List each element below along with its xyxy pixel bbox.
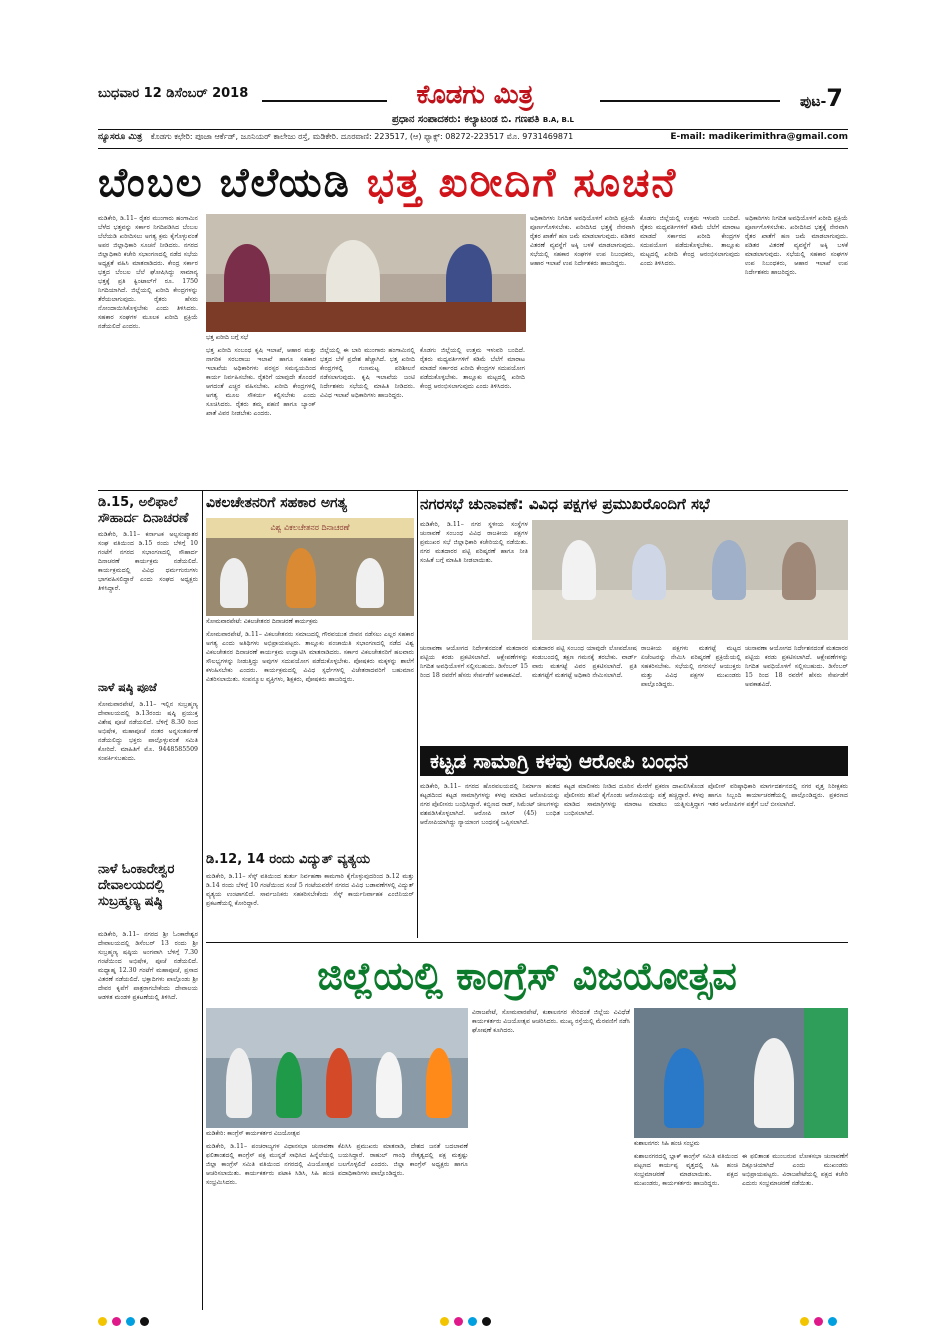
disabled-event-photo [206,518,414,616]
disabled-photo-caption: ಸೋಮವಾರಪೇಟೆ: ವಿಕಲಚೇತನರ ದಿನಾಚರಣೆ ಕಾರ್ಯಕ್ರಮ [206,618,318,625]
masthead-rule-left [262,100,387,102]
congress-rally-photo [206,1008,468,1128]
contact-email: E-mail: madikerimithra@gmail.com [670,132,848,142]
editor-degree: B.A, B.L [542,116,574,124]
council-story-lead: ಮಡಿಕೇರಿ, ಡಿ.11– ನಗರ ಸ್ಥಳೀಯ ಸಂಸ್ಥೆಗಳ ಚುನಾವಣೆ ಸಂಬಂಧ ವಿವಿಧ ರಾಜಕೀಯ ಪಕ್ಷಗಳ ಪ್ರಮುಖರ ಸಭೆ ಜಿಲ್ಲಾಧಿಕಾರಿ ಕಚೇರಿಯಲ್ಲಿ ನಡೆಯಿತು. ನಗರ ಮತದಾರರ ಪಟ್ಟಿ ಪರಿಷ್ಕರಣೆ ಹಾಗೂ ನೀತಿ ಸಂಹಿತೆ ಬಗ್ಗೆ ಮಾಹಿತಿ ನೀಡಲಾಯಿತು. [420,521,528,564]
top-story-col6: ಕೊಡಗು ಜಿಲ್ಲೆಯಲ್ಲಿ ಉತ್ತಮ ಇಳುವರಿ ಬಂದಿದೆ. ರೈತರು ಮಧ್ಯವರ್ತಿಗಳಿಗೆ ಕಡಿಮೆ ಬೆಲೆಗೆ ಮಾರಾಟ ಮಾಡದೆ ಸರ್ಕಾರದ ಖರೀದಿ ಕೇಂದ್ರಗಳ ಸದುಪಯೋಗ ಪಡೆದುಕೊಳ್ಳಬೇಕು. ತಾಲ್ಲೂಕು ಮಟ್ಟದಲ್ಲಿ ಖರೀದಿ ಕೇಂದ್ರ ಆರಂಭಿಸಲಾಗುವುದು ಎಂದು ತಿಳಿಸಿದರು. [640,215,740,267]
council-story-body3: ರಾಜಕೀಯ ಪಕ್ಷಗಳು ಮತಗಟ್ಟೆ ಮಟ್ಟದ ಏಜೆಂಟರನ್ನು ನೇಮಿಸಿ ಪರಿಷ್ಕರಣೆ ಪ್ರಕ್ರಿಯೆಯಲ್ಲಿ ಸಹಕರಿಸಬೇಕು. ಸಭೆಯಲ್ಲಿ ನಗರಸಭೆ ಆಯುಕ್ತರು ಮತ್ತು ವಿವಿಧ ಪಕ್ಷಗಳ ಮುಖಂಡರು ಪಾಲ್ಗೊಂಡಿದ್ದರು. [641,645,741,688]
congress-story-body5: ಈ ಫಲಿತಾಂಶ ಮುಂಬರುವ ಲೋಕಸಭಾ ಚುನಾವಣೆಗೆ ದಿಕ್ಸೂಚಿಯಾಗಿದೆ ಎಂದು ಮುಖಂಡರು ಅಭಿಪ್ರಾಯಪಟ್ಟರು. ವಿರಾಜಪೇಟೆಯಲ್ಲಿ ಪಕ್ಷದ ಕಚೇರಿ ಎದುರು ಸಂಭ್ರಮಾಚರಣೆ ನಡೆಯಿತು. [742,1153,848,1187]
story2-head: ನಾಳೆ ಷಷ್ಠಿ ಪೂಜೆ [98,681,157,694]
congress-story-body4: ಕುಶಾಲನಗರದಲ್ಲಿ ಬ್ಲಾಕ್ ಕಾಂಗ್ರೆಸ್ ಸಮಿತಿ ವತಿಯಿಂದ ಪಟ್ಟಣದ ಕಾರ್ಯಪ್ಪ ವೃತ್ತದಲ್ಲಿ ಸಿಹಿ ಹಂಚಿ ಸಂಭ್ರಮಾಚರಣೆ ಮಾಡಲಾಯಿತು. ಪಕ್ಷದ ಮುಖಂಡರು, ಕಾರ್ಯಕರ್ತರು ಹಾಜರಿದ್ದರು. [634,1153,738,1187]
event-banner: ವಿಶ್ವ ವಿಕಲಚೇತನರ ದಿನಾಚರಣೆ [206,518,414,538]
top-story-col4: ಕೊಡಗು ಜಿಲ್ಲೆಯಲ್ಲಿ ಉತ್ತಮ ಇಳುವರಿ ಬಂದಿದೆ. ರೈತರು ಮಧ್ಯವರ್ತಿಗಳಿಗೆ ಕಡಿಮೆ ಬೆಲೆಗೆ ಮಾರಾಟ ಮಾಡದೆ ಸರ್ಕಾರದ ಖರೀದಿ ಕೇಂದ್ರಗಳ ಸದುಪಯೋಗ ಪಡೆದುಕೊಳ್ಳಬೇಕು. ತಾಲ್ಲೂಕು ಮಟ್ಟದಲ್ಲಿ ಖರೀದಿ ಕೇಂದ್ರ ಆರಂಭಿಸಲಾಗುವುದು ಎಂದು ತಿಳಿಸಿದರು. [420,347,525,390]
rule [98,148,848,149]
council-story-head: ನಗರಸಭೆ ಚುನಾವಣೆ: ವಿವಿಧ ಪಕ್ಷಗಳ ಪ್ರಮುಖರೊಂದಿಗೆ ಸಭೆ [420,495,710,513]
disabled-story-body: ಸೋಮವಾರಪೇಟೆ, ಡಿ.11– ವಿಕಲಚೇತನರು ಸಮಾಜದಲ್ಲಿ ಗೌರವಯುತ ಜೀವನ ನಡೆಸಲು ಎಲ್ಲರ ಸಹಕಾರ ಅಗತ್ಯ ಎಂದು ಅತಿಥಿಗಳು ಅಭಿಪ್ರಾಯಪಟ್ಟರು. ತಾಲ್ಲೂಕು ಪಂಚಾಯಿತಿ ಸಭಾಂಗಣದಲ್ಲಿ ನಡೆದ ವಿಶ್ವ ವಿಕಲಚೇತನರ ದಿನಾಚರಣೆ ಕಾರ್ಯಕ್ರಮ ಉದ್ಘಾಟಿಸಿ ಮಾತನಾಡಿದರು. ಸರ್ಕಾರ ವಿಕಲಚೇತನರಿಗೆ ಹಲವಾರು ಸೌಲಭ್ಯಗಳನ್ನು ನೀಡುತ್ತಿದ್ದು ಅವುಗಳ ಸದುಪಯೋಗ ಪಡೆದುಕೊಳ್ಳಬೇಕು. ಪೋಷಕರು ಮಕ್ಕಳನ್ನು ಶಾಲೆಗೆ ಕಳುಹಿಸಬೇಕು ಎಂದರು. ಕಾರ್ಯಕ್ರಮದಲ್ಲಿ ವಿವಿಧ ಸ್ಪರ್ಧೆಗಳಲ್ಲಿ ವಿಜೇತರಾದವರಿಗೆ ಬಹುಮಾನ ವಿತರಿಸಲಾಯಿತು. ಸಂಪನ್ಮೂಲ ವ್ಯಕ್ತಿಗಳು, ಶಿಕ್ಷಕರು, ಪೋಷಕರು ಹಾಜರಿದ್ದರು. [206,631,414,683]
story1-head: ಡಿ.15, ಅಲಿಫಾಲೆ ಸೌಹಾರ್ದ ದಿನಾಚರಣೆ [98,495,189,526]
story3-body: ಮಡಿಕೇರಿ, ಡಿ.11– ನಗರದ ಶ್ರೀ ಓಂಕಾರೇಶ್ವರ ದೇವಾಲಯದಲ್ಲಿ ಡಿಸೆಂಬರ್ 13 ರಂದು ಶ್ರೀ ಸುಬ್ರಹ್ಮಣ್ಯ ಷಷ್ಠಿಯ ಅಂಗವಾಗಿ ಬೆಳಿಗ್ಗೆ 7.30 ಗಂಟೆಯಿಂದ ಅಭಿಷೇಕ, ಪೂಜೆ ನಡೆಯಲಿದೆ. ಮಧ್ಯಾಹ್ನ 12.30 ಗಂಟೆಗೆ ಮಹಾಪೂಜೆ, ಪ್ರಸಾದ ವಿತರಣೆ ನಡೆಯಲಿದೆ. ಭಕ್ತಾದಿಗಳು ಪಾಲ್ಗೊಂಡು ಶ್ರೀ ದೇವರ ಕೃಪೆಗೆ ಪಾತ್ರರಾಗಬೇಕೆಂದು ದೇವಾಲಯ ಆಡಳಿತ ಮಂಡಳಿ ಪ್ರಕಟಣೆಯಲ್ಲಿ ತಿಳಿಸಿದೆ. [98,931,198,1001]
rule [98,129,848,130]
top-story-col2: ಭತ್ತ ಖರೀದಿ ಸಂಬಂಧ ಕೃಷಿ ಇಲಾಖೆ, ಆಹಾರ ಮತ್ತು ನಾಗರಿಕ ಸರಬರಾಜು ಇಲಾಖೆ ಹಾಗೂ ಸಹಕಾರ ಇಲಾಖೆಯ ಅಧಿಕಾರಿಗಳು ಪರಸ್ಪರ ಸಮನ್ವಯದಿಂದ ಕಾರ್ಯ ನಿರ್ವಹಿಸಬೇಕು. ರೈತರಿಗೆ ಯಾವುದೇ ತೊಂದರೆ ಆಗದಂತೆ ಎಚ್ಚರ ವಹಿಸಬೇಕು. ಖರೀದಿ ಕೇಂದ್ರಗಳಲ್ಲಿ ಅಗತ್ಯ ಮೂಲ ಸೌಕರ್ಯ ಕಲ್ಪಿಸಬೇಕು ಎಂದು ಸೂಚಿಸಿದರು. ರೈತರು ತಮ್ಮ ಪಹಣಿ ಹಾಗೂ ಬ್ಯಾಂಕ್ ಖಾತೆ ವಿವರ ನೀಡಬೇಕು ಎಂದರು. [206,347,316,417]
issue-date: ಬುಧವಾರ 12 ಡಿಸೆಂಬರ್ 2018 [98,86,249,101]
headline-part-red: ಭತ್ತ ಖರೀದಿಗೆ ಸೂಚನೆ [366,160,678,206]
page-label: ಪುಟ- [799,94,827,110]
registration-dot [482,1317,491,1326]
page-number [800,84,843,112]
registration-dot [828,1317,837,1326]
newspaper-logo: ಕೊಡಗು ಮಿತ್ರ [416,80,534,110]
registration-dot [126,1317,135,1326]
congress-story-body3: ವಿರಾಜಪೇಟೆ, ಸೋಮವಾರಪೇಟೆ, ಕುಶಾಲನಗರ ಸೇರಿದಂತೆ ಜಿಲ್ಲೆಯ ವಿವಿಧೆಡೆ ಕಾರ್ಯಕರ್ತರು ವಿಜಯೋತ್ಸವ ಆಚರಿಸಿದರು. ಮುಖ್ಯ ರಸ್ತೆಯಲ್ಲಿ ಮೆರವಣಿಗೆ ನಡೆಸಿ ಘೋಷಣೆ ಕೂಗಿದರು. [472,1009,630,1034]
contact-details: ಕೊಡಗು ಕಛೇರಿ: ಪೂಜಾ ಆರ್ಕೆಡ್, ಜೂನಿಯರ್ ಕಾಲೇಜು ರಸ್ತೆ, ಮಡಿಕೇರಿ. ದೂರವಾಣಿ: 223517, (ಆ) ಫ್ಯಾಕ್ಸ್: 08272-223517 ಮೊ. 9731469871 [150,132,574,141]
council-meeting-photo [532,520,848,640]
celebration-photo-caption: ಕುಶಾಲನಗರ: ಸಿಹಿ ಹಂಚಿ ಸಂಭ್ರಮ [634,1140,700,1147]
council-story-body4: ಚುನಾವಣಾ ಆಯೋಗದ ನಿರ್ದೇಶನದಂತೆ ಮತದಾರರ ಪಟ್ಟಿಯ ಕರಡು ಪ್ರಕಟಿಸಲಾಗಿದೆ. ಆಕ್ಷೇಪಣೆಗಳನ್ನು ನಿಗದಿತ ಅವಧಿಯೊಳಗೆ ಸಲ್ಲಿಸಬಹುದು. ಡಿಸೆಂಬರ್ 15 ರಿಂದ 18 ರವರೆಗೆ ಹೆಸರು ಸೇರ್ಪಡೆಗೆ ಅವಕಾಶವಿದೆ. [745,645,848,688]
section-rule [206,942,848,943]
story1-body: ಮಡಿಕೇರಿ, ಡಿ.11– ಕರ್ನಾಟಕ ಅಲ್ಪಸಂಖ್ಯಾತರ ಸಂಘ ವತಿಯಿಂದ ಡಿ.15 ರಂದು ಬೆಳಿಗ್ಗೆ 10 ಗಂಟೆಗೆ ನಗರದ ಸಭಾಂಗಣದಲ್ಲಿ ಸೌಹಾರ್ದ ದಿನಾಚರಣೆ ಕಾರ್ಯಕ್ರಮ ನಡೆಯಲಿದೆ. ಕಾರ್ಯಕ್ರಮದಲ್ಲಿ ವಿವಿಧ ಧರ್ಮಗುರುಗಳು ಭಾಗವಹಿಸಲಿದ್ದಾರೆ ಎಂದು ಸಂಘದ ಅಧ್ಯಕ್ಷರು ತಿಳಿಸಿದ್ದಾರೆ. [98,531,198,592]
registration-dot [440,1317,449,1326]
registration-dot [98,1317,107,1326]
story3-head: ನಾಳೆ ಓಂಕಾರೇಶ್ವರ ದೇವಾಲಯದಲ್ಲಿ ಸುಬ್ರಹ್ಮಣ್ಯ ಷಷ್ಠಿ [98,862,175,909]
council-story-body2: ಮತದಾರರ ಪಟ್ಟಿ ಸಂಬಂಧ ಯಾವುದೇ ಲೋಪದೋಷ ಕಂಡುಬಂದಲ್ಲಿ ತಕ್ಷಣ ಗಮನಕ್ಕೆ ತರಬೇಕು. ವಾರ್ಡ್ ವಾರು ಮತಗಟ್ಟೆ ವಿವರ ಪ್ರಕಟಿಸಲಾಗಿದೆ. ಪ್ರತಿ ಮತಗಟ್ಟೆಗೆ ಮತಗಟ್ಟೆ ಅಧಿಕಾರಿ ನೇಮಿಸಲಾಗಿದೆ. [532,645,637,679]
registration-dot [140,1317,149,1326]
registration-dot [468,1317,477,1326]
column-rule [202,490,203,1310]
meeting-photo [206,214,526,332]
registration-dot [800,1317,809,1326]
top-story-col5: ಅಧಿಕಾರಿಗಳು ನಿಗದಿತ ಅವಧಿಯೊಳಗೆ ಖರೀದಿ ಪ್ರಕ್ರಿಯೆ ಪೂರ್ಣಗೊಳಿಸಬೇಕು. ಖರೀದಿಸಿದ ಭತ್ತಕ್ಕೆ ನೇರವಾಗಿ ರೈತರ ಖಾತೆಗೆ ಹಣ ಜಮೆ ಮಾಡಲಾಗುವುದು. ಪಡಿತರ ವಿತರಣೆ ವ್ಯವಸ್ಥೆಗೆ ಅಕ್ಕಿ ಬಳಕೆ ಮಾಡಲಾಗುವುದು. ಸಭೆಯಲ್ಲಿ ಸಹಕಾರ ಸಂಘಗಳ ಉಪ ನಿಬಂಧಕರು, ಆಹಾರ ಇಲಾಖೆ ಉಪ ನಿರ್ದೇಶಕರು ಹಾಜರಿದ್ದರು. [530,215,635,267]
section-rule [98,490,848,491]
meeting-photo-caption: ಭತ್ತ ಖರೀದಿ ಬಗ್ಗೆ ಸಭೆ [206,334,249,341]
power-story-head: ಡಿ.12, 14 ರಂದು ವಿದ್ಯುತ್ ವ್ಯತ್ಯಯ [206,852,371,867]
council-story-body1: ಚುನಾವಣಾ ಆಯೋಗದ ನಿರ್ದೇಶನದಂತೆ ಮತದಾರರ ಪಟ್ಟಿಯ ಕರಡು ಪ್ರಕಟಿಸಲಾಗಿದೆ. ಆಕ್ಷೇಪಣೆಗಳನ್ನು ನಿಗದಿತ ಅವಧಿಯೊಳಗೆ ಸಲ್ಲಿಸಬಹುದು. ಡಿಸೆಂಬರ್ 15 ರಿಂದ 18 ರವರೆಗೆ ಹೆಸರು ಸೇರ್ಪಡೆಗೆ ಅವಕಾಶವಿದೆ. [420,645,528,679]
congress-celebration-photo [634,1008,848,1138]
theft-story-body3: ಪೊಲೀಸ್ ವರಿಷ್ಠಾಧಿಕಾರಿ ಮಾರ್ಗದರ್ಶನದಲ್ಲಿ ನಗರ ವೃತ್ತ ನಿರೀಕ್ಷಕರು ಹಾಗೂ ಸಿಬ್ಬಂದಿ ಕಾರ್ಯಾಚರಣೆಯಲ್ಲಿ ಪಾಲ್ಗೊಂಡಿದ್ದರು. ಪ್ರಕರಣದ ಇತರ ಆರೋಪಿಗಳ ಪತ್ತೆಗೆ ಬಲೆ ಬೀಸಲಾಗಿದೆ. [708,783,848,808]
top-headline [98,160,848,212]
theft-story-body1: ಮಡಿಕೇರಿ, ಡಿ.11– ನಗರದ ಹೊರವಲಯದಲ್ಲಿ ನಿರ್ಮಾಣ ಹಂತದ ಕಟ್ಟಡದಿಂದ ಕಟ್ಟಡ ಸಾಮಾಗ್ರಿಗಳನ್ನು ಕಳವು ಮಾಡಿದ ಆರೋಪಿಯನ್ನು ನಗರ ಪೊಲೀಸರು ಬಂಧಿಸಿದ್ದಾರೆ. ಕಬ್ಬಿಣದ ರಾಡ್, ಸಿಮೆಂಟ್ ಚೀಲಗಳನ್ನು ವಶಪಡಿಸಿಕೊಳ್ಳಲಾಗಿದೆ. ಆರೋಪಿ ನಾಸಿರ್ (45) ಬಂಧಿತ ಆರೋಪಿಯಾಗಿದ್ದು ನ್ಯಾಯಾಂಗ ಬಂಧನಕ್ಕೆ ಒಪ್ಪಿಸಲಾಗಿದೆ. [420,783,560,826]
congress-story-body2: ಕೆಪಿಸಿಸಿ ಪ್ರಮುಖರು ಮಾತನಾಡಿ, ದೇಶದ ಜನತೆ ಬದಲಾವಣೆ ಬಯಸಿದ್ದಾರೆ. ರಾಹುಲ್ ಗಾಂಧಿ ನೇತೃತ್ವದಲ್ಲಿ ಪಕ್ಷ ಮತ್ತಷ್ಟು ಬಲಗೊಳ್ಳಲಿದೆ ಎಂದರು. ಜಿಲ್ಲಾ ಕಾಂಗ್ರೆಸ್ ಅಧ್ಯಕ್ಷರು ಹಾಗೂ ಪದಾಧಿಕಾರಿಗಳು ಪಾಲ್ಗೊಂಡಿದ್ದರು. [338,1143,468,1177]
power-story-body: ಮಡಿಕೇರಿ, ಡಿ.11– ಸೆಸ್ಕ್ ವತಿಯಿಂದ ತುರ್ತು ನಿರ್ವಹಣಾ ಕಾಮಗಾರಿ ಕೈಗೊಳ್ಳುವುದರಿಂದ ಡಿ.12 ಮತ್ತು ಡಿ.14 ರಂದು ಬೆಳಿಗ್ಗೆ 10 ಗಂಟೆಯಿಂದ ಸಂಜೆ 5 ಗಂಟೆಯವರೆಗೆ ನಗರದ ವಿವಿಧ ಬಡಾವಣೆಗಳಲ್ಲಿ ವಿದ್ಯುತ್ ವ್ಯತ್ಯಯ ಉಂಟಾಗಲಿದೆ. ಸಾರ್ವಜನಿಕರು ಸಹಕರಿಸಬೇಕೆಂದು ಸೆಸ್ಕ್ ಕಾರ್ಯನಿರ್ವಾಹಕ ಎಂಜಿನಿಯರ್ ಪ್ರಕಟಣೆಯಲ್ಲಿ ಕೋರಿದ್ದಾರೆ. [206,873,414,907]
editor-line [392,114,574,125]
story2-body: ಸೋಮವಾರಪೇಟೆ, ಡಿ.11– ಇಲ್ಲಿನ ಸುಬ್ರಹ್ಮಣ್ಯ ದೇವಾಲಯದಲ್ಲಿ ಡಿ.13ರಂದು ಷಷ್ಠಿ ಪ್ರಯುಕ್ತ ವಿಶೇಷ ಪೂಜೆ ನಡೆಯಲಿದೆ. ಬೆಳಿಗ್ಗೆ 8.30 ರಿಂದ ಅಭಿಷೇಕ, ಮಹಾಪೂಜೆ ನಂತರ ಅನ್ನಸಂತರ್ಪಣೆ ನಡೆಯಲಿದ್ದು ಭಕ್ತರು ಪಾಲ್ಗೊಳ್ಳುವಂತೆ ಸಮಿತಿ ಕೋರಿದೆ. ಮಾಹಿತಿಗೆ ಮೊ. 9448585509 ಸಂಪರ್ಕಿಸಬಹುದು. [98,701,198,762]
contact-bar [98,132,848,146]
headline-part-black: ಬೆಂಬಲ ಬೆಲೆಯಡಿ [98,160,351,206]
congress-story-head: ಜಿಲ್ಲೆಯಲ್ಲಿ ಕಾಂಗ್ರೆಸ್ ವಿಜಯೋತ್ಸವ [317,954,737,998]
registration-dot [112,1317,121,1326]
congress-story-body1: ಮಡಿಕೇರಿ, ಡಿ.11– ಪಂಚರಾಜ್ಯಗಳ ವಿಧಾನಸಭಾ ಚುನಾವಣಾ ಫಲಿತಾಂಶದಲ್ಲಿ ಕಾಂಗ್ರೆಸ್ ಪಕ್ಷ ಮುನ್ನಡೆ ಸಾಧಿಸಿದ ಹಿನ್ನೆಲೆಯಲ್ಲಿ ಜಿಲ್ಲಾ ಕಾಂಗ್ರೆಸ್ ಸಮಿತಿ ವತಿಯಿಂದ ನಗರದಲ್ಲಿ ವಿಜಯೋತ್ಸವ ಆಚರಿಸಲಾಯಿತು. ಕಾರ್ಯಕರ್ತರು ಪಟಾಕಿ ಸಿಡಿಸಿ, ಸಿಹಿ ಹಂಚಿ ಸಂಭ್ರಮಿಸಿದರು. [206,1143,334,1186]
disabled-story-head: ವಿಕಲಚೇತನರಿಗೆ ಸಹಕಾರ ಅಗತ್ಯ [206,495,347,511]
masthead-rule-right [600,100,780,102]
contact-brand: ನ್ಯೂಸರೂ ಮಿತ್ರ [98,132,143,142]
editor-name: ಪ್ರಧಾನ ಸಂಪಾದಕರು: ಕಲ್ಯಾಟಂಡ ಬಿ. ಗಣಪತಿ [392,114,540,125]
rally-photo-caption: ಮಡಿಕೇರಿ: ಕಾಂಗ್ರೆಸ್ ಕಾರ್ಯಕರ್ತರ ವಿಜಯೋತ್ಸವ [206,1130,300,1137]
top-story-col7: ಅಧಿಕಾರಿಗಳು ನಿಗದಿತ ಅವಧಿಯೊಳಗೆ ಖರೀದಿ ಪ್ರಕ್ರಿಯೆ ಪೂರ್ಣಗೊಳಿಸಬೇಕು. ಖರೀದಿಸಿದ ಭತ್ತಕ್ಕೆ ನೇರವಾಗಿ ರೈತರ ಖಾತೆಗೆ ಹಣ ಜಮೆ ಮಾಡಲಾಗುವುದು. ಪಡಿತರ ವಿತರಣೆ ವ್ಯವಸ್ಥೆಗೆ ಅಕ್ಕಿ ಬಳಕೆ ಮಾಡಲಾಗುವುದು. ಸಭೆಯಲ್ಲಿ ಸಹಕಾರ ಸಂಘಗಳ ಉಪ ನಿಬಂಧಕರು, ಆಹಾರ ಇಲಾಖೆ ಉಪ ನಿರ್ದೇಶಕರು ಹಾಜರಿದ್ದರು. [745,215,848,276]
page-number-value: 7 [826,84,843,112]
theft-story-body2: ಕಟ್ಟಡ ಮಾಲೀಕರು ನೀಡಿದ ದೂರಿನ ಮೇರೆಗೆ ಪ್ರಕರಣ ದಾಖಲಿಸಿಕೊಂಡ ಪೊಲೀಸರು ತನಿಖೆ ಕೈಗೊಂಡು ಆರೋಪಿಯನ್ನು ಪತ್ತೆ ಹಚ್ಚಿದ್ದಾರೆ. ಕಳವು ಮಾಡಿದ ಸಾಮಾಗ್ರಿಗಳನ್ನು ಮಾರಾಟ ಮಾಡಲು ಯತ್ನಿಸುತ್ತಿದ್ದಾಗ ಬಂಧಿಸಲಾಗಿದೆ. [564,783,704,817]
top-story-col1: ಮಡಿಕೇರಿ, ಡಿ.11– ರೈತರ ಮುಂಗಾರು ಹಂಗಾಮಿನ ಬೆಳೆದ ಭತ್ತವನ್ನು ಸರ್ಕಾರ ನಿಗದಿಪಡಿಸಿದ ಬೆಂಬಲ ಬೆಲೆಯಡಿ ಖರೀದಿಸಲು ಅಗತ್ಯ ಕ್ರಮ ಕೈಗೊಳ್ಳುವಂತೆ ಅಪರ ಜಿಲ್ಲಾಧಿಕಾರಿ ಸೂಚನೆ ನೀಡಿದರು. ನಗರದ ಜಿಲ್ಲಾಧಿಕಾರಿ ಕಚೇರಿ ಸಭಾಂಗಣದಲ್ಲಿ ನಡೆದ ಸಭೆಯ ಅಧ್ಯಕ್ಷತೆ ವಹಿಸಿ ಮಾತನಾಡಿದರು. ಕೇಂದ್ರ ಸರ್ಕಾರ ಭತ್ತದ ಬೆಂಬಲ ಬೆಲೆ ಘೋಷಿಸಿದ್ದು ಸಾಮಾನ್ಯ ಭತ್ತಕ್ಕೆ ಪ್ರತಿ ಕ್ವಿಂಟಾಲ್‌ಗೆ ರೂ. 1750 ನಿಗದಿಯಾಗಿದೆ. ಜಿಲ್ಲೆಯಲ್ಲಿ ಖರೀದಿ ಕೇಂದ್ರಗಳನ್ನು ತೆರೆಯಲಾಗುವುದು. ರೈತರು ಹೆಸರು ನೋಂದಾಯಿಸಿಕೊಳ್ಳಬೇಕು ಎಂದು ತಿಳಿಸಿದರು. ಸಹಕಾರ ಸಂಘಗಳ ಮೂಲಕ ಖರೀದಿ ಪ್ರಕ್ರಿಯೆ ನಡೆಯಲಿದೆ ಎಂದರು. [98,215,198,330]
column-rule [417,490,418,938]
registration-dot [814,1317,823,1326]
registration-dot [454,1317,463,1326]
top-story-col3: ಜಿಲ್ಲೆಯಲ್ಲಿ ಈ ಬಾರಿ ಮುಂಗಾರು ಹಂಗಾಮಿನಲ್ಲಿ ಭತ್ತದ ಬೆಳೆ ಪ್ರದೇಶ ಹೆಚ್ಚಾಗಿದೆ. ಭತ್ತ ಖರೀದಿ ಕೇಂದ್ರಗಳಲ್ಲಿ ಗುಣಮಟ್ಟ ಪರಿಶೀಲನೆ ನಡೆಸಲಾಗುವುದು. ಕೃಷಿ ಇಲಾಖೆಯ ಜಂಟಿ ನಿರ್ದೇಶಕರು ಸಭೆಯಲ್ಲಿ ಮಾಹಿತಿ ನೀಡಿದರು. ವಿವಿಧ ಇಲಾಖೆ ಅಧಿಕಾರಿಗಳು ಹಾಜರಿದ್ದರು. [320,347,415,399]
theft-story-head: ಕಟ್ಟಡ ಸಾಮಾಗ್ರಿ ಕಳವು ಆರೋಪಿ ಬಂಧನ [420,746,848,776]
